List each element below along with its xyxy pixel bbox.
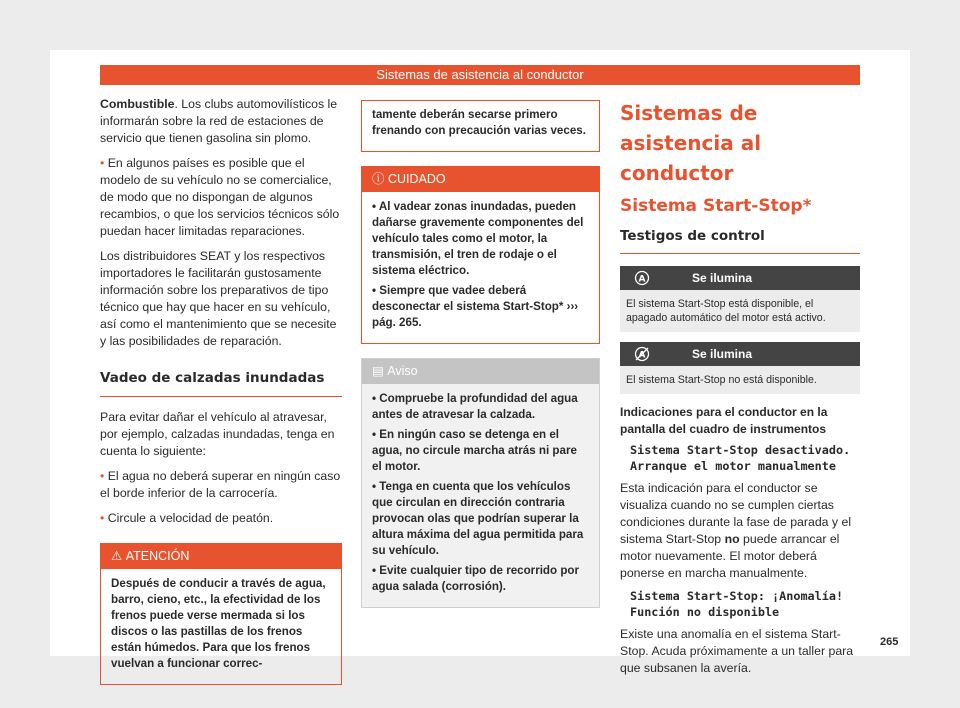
column-right bbox=[620, 98, 860, 677]
note-box-body bbox=[362, 384, 599, 607]
warning-triangle-icon: ⚠ bbox=[111, 549, 126, 563]
lamp-desc-unavailable: El sistema Start-Stop no está disponible. bbox=[620, 366, 860, 394]
paragraph-deactivated-b: puede arrancar el motor nuevamente. El motor deberá ponerse en marcha manualmente. bbox=[620, 532, 840, 580]
lamp-label-available: Se ilumina bbox=[692, 271, 753, 285]
bullet-countries: • En algunos países es posible que el modelo de su vehículo no se comercialice, de modo que no dispongan de algunos recambios, o que los servicios técnicos sólo puedan hacer limitadas reparaciones. bbox=[100, 155, 342, 240]
note-bullet-1: • Compruebe la profundidad del agua antes de atravesar la calzada. bbox=[372, 392, 578, 421]
note-bullet-4-text: Evite cualquier tipo de recorrido por agua salada (corrosión). bbox=[372, 564, 579, 593]
note-box-aviso bbox=[361, 358, 600, 608]
caution-bullet-2: • Siempre que vadee deberá desconectar el sistema Start-Stop* ››› pág. 265. bbox=[372, 284, 579, 329]
warning-continuation-body bbox=[362, 101, 599, 151]
paragraph-deactivated bbox=[620, 480, 860, 582]
caution-box-body bbox=[362, 192, 599, 343]
paragraph-fuel bbox=[100, 96, 342, 147]
caution-bullet-2-text: Siempre que vadee deberá desconectar el sistema Start-Stop* ››› pág. 265. bbox=[372, 284, 579, 329]
warning-box-body bbox=[101, 569, 341, 684]
message-deactivated-line2: Arranque el motor manualmente bbox=[630, 459, 836, 473]
lamp-label-unavailable: Se ilumina bbox=[692, 347, 753, 361]
caution-bullet-1: • Al vadear zonas inundadas, pueden dañarse gravemente componentes del vehículo tales como el motor, la transmisión, el tren de rodaje o el sistema eléctrico. bbox=[372, 200, 584, 277]
warning-box-header bbox=[101, 544, 341, 569]
svg-text:A: A bbox=[638, 350, 646, 361]
paragraph-distributors: Los distribuidores SEAT y los respectivos importadores le facilitarán gustosamente información sobre los preparativos de tipo técnico que hay que hacer en su vehículo, así como el mantenimiento que se necesite y las posibilidades de reparación. bbox=[100, 249, 337, 348]
running-header: Sistemas de asistencia al conductor bbox=[100, 65, 860, 85]
warning-text: Después de conducir a través de agua, barro, cieno, etc., la efectividad de los frenos puede verse mermada si los discos o las pastillas de los frenos están húmedos. Para que los frenos vuelvan a funcionar correc- bbox=[111, 577, 326, 670]
paragraph-anomaly: Existe una anomalía en el sistema Start-Stop. Acuda próximamente a un taller para que subsanen la avería. bbox=[620, 627, 854, 675]
caution-bullet-1-text: Al vadear zonas inundadas, pueden dañarse gravemente componentes del vehículo tales como el motor, la transmisión, el tren de rodaje o el sistema eléctrico. bbox=[372, 200, 584, 277]
note-bullet-2-text: En ningún caso se detenga en el agua, no circule marcha atrás ni pare el motor. bbox=[372, 428, 577, 473]
note-icon: ▤ bbox=[372, 364, 388, 378]
column-middle bbox=[361, 100, 600, 608]
warning-box-continuation bbox=[361, 100, 600, 152]
note-bullet-3-text: Tenga en cuenta que los vehículos que circulan en dirección contraria provocan olas que podrían superar la altura máxima del agua permitida para su vehículo. bbox=[372, 480, 584, 557]
section-heading-flooded-roads: Vadeo de calzadas inundadas bbox=[100, 364, 342, 397]
paragraph-deactivated-a: Esta indicación para el conductor se visualiza cuando no se cumplen ciertas condiciones durante la fase de parada y el sistema Start-Stop bbox=[620, 481, 852, 546]
caution-box-cuidado bbox=[361, 166, 600, 344]
message-anomaly-line2: Función no disponible bbox=[630, 605, 780, 619]
info-circle-icon: ⓘ bbox=[372, 172, 388, 186]
note-title: Aviso bbox=[387, 364, 418, 378]
subsection-title: Testigos de control bbox=[620, 226, 860, 254]
caution-box-header bbox=[362, 167, 599, 192]
svg-text:A: A bbox=[638, 274, 646, 285]
message-deactivated-line1: Sistema Start-Stop desactivado. bbox=[630, 443, 851, 457]
caution-title: CUIDADO bbox=[387, 172, 446, 186]
bullet-water-level: • El agua no deberá superar en ningún caso el borde inferior de la carrocería. bbox=[100, 468, 342, 502]
section-title: Sistema Start-Stop* bbox=[620, 196, 812, 216]
message-deactivated bbox=[620, 442, 860, 474]
lamp-bar-unavailable bbox=[620, 342, 860, 366]
note-bullet-2: • En ningún caso se detenga en el agua, no circule marcha atrás ni pare el motor. bbox=[372, 428, 577, 473]
note-box-header bbox=[362, 359, 599, 384]
message-anomaly-line1: Sistema Start-Stop: ¡Anomalía! bbox=[630, 589, 844, 603]
fuel-term: Combustible bbox=[100, 97, 175, 111]
bullet-speed: • Circule a velocidad de peatón. bbox=[100, 510, 342, 527]
note-bullet-4: • Evite cualquier tipo de recorrido por agua salada (corrosión). bbox=[372, 564, 579, 593]
warning-continuation-text: tamente deberán secarse primero frenando con precaución varias veces. bbox=[372, 108, 586, 137]
column-left bbox=[100, 96, 342, 685]
warning-title: ATENCIÓN bbox=[125, 549, 190, 563]
note-bullet-1-text: Compruebe la profundidad del agua antes de atravesar la calzada. bbox=[372, 392, 578, 421]
page-number: 265 bbox=[880, 636, 899, 648]
fuel-text: . Los clubs automovilísticos le informarán sobre la red de estaciones de servicio que tienen gasolina sin plomo. bbox=[100, 97, 338, 145]
paragraph-flooded-intro: Para evitar dañar el vehículo al atravesar, por ejemplo, calzadas inundadas, tenga en cuenta lo siguiente: bbox=[100, 410, 335, 458]
message-anomaly bbox=[620, 588, 860, 620]
note-bullet-3: • Tenga en cuenta que los vehículos que circulan en dirección contraria provocan olas que podrían superar la altura máxima del agua permitida para su vehículo. bbox=[372, 480, 584, 557]
indications-heading: Indicaciones para el conductor en la pantalla del cuadro de instrumentos bbox=[620, 405, 828, 436]
warning-box-atencion bbox=[100, 543, 342, 685]
start-stop-off-icon bbox=[634, 346, 650, 370]
paragraph-deactivated-bold: no bbox=[724, 532, 740, 546]
lamp-desc-available: El sistema Start-Stop está disponible, el apagado automático del motor está activo. bbox=[620, 290, 860, 332]
lamp-bar-available bbox=[620, 266, 860, 290]
chapter-title: Sistemas de asistencia al conductor bbox=[620, 101, 762, 185]
start-stop-icon bbox=[634, 270, 650, 294]
